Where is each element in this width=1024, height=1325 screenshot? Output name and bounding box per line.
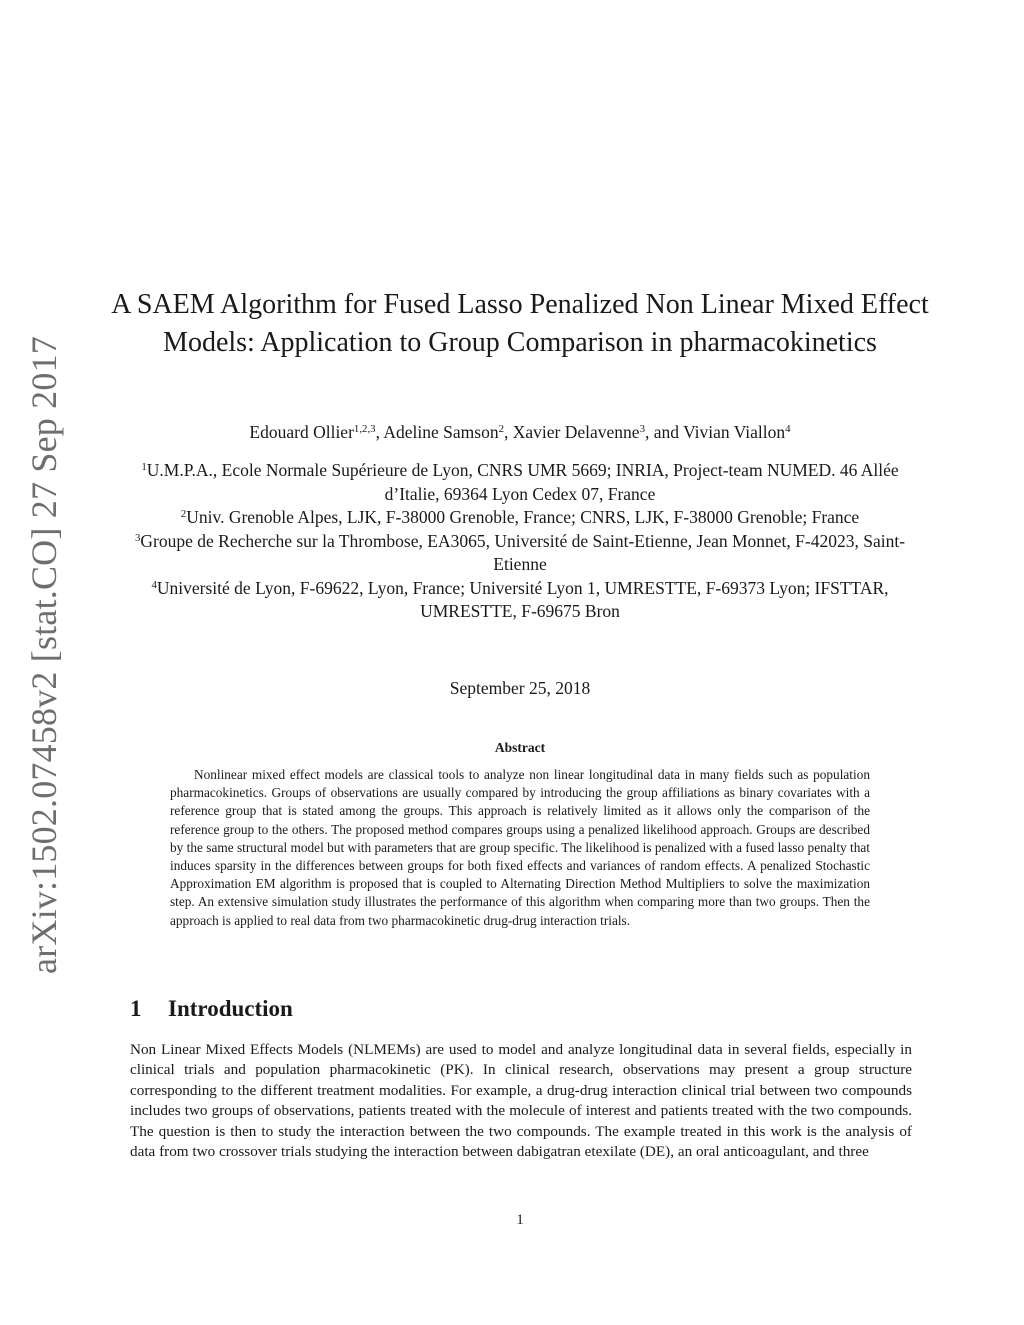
abstract-heading: Abstract xyxy=(494,740,546,755)
affiliation-mark: 4 xyxy=(151,578,157,591)
affiliation-text: Univ. Grenoble Alpes, LJK, F-38000 Grenoble, France; CNRS, LJK, F-38000 Grenoble; France xyxy=(186,507,860,527)
author-affiliation-mark: 1,2,3 xyxy=(353,423,376,436)
section-heading xyxy=(130,996,530,1022)
affiliation xyxy=(130,577,910,624)
section-number: 1 xyxy=(130,996,142,1021)
arxiv-side-stamp xyxy=(4,336,84,974)
affiliation xyxy=(130,459,910,506)
author xyxy=(249,422,383,442)
affiliation-text: Groupe de Recherche sur la Thrombose, EA3065, Université de Saint-Etienne, Jean Monnet, F-42023, Saint-Etienne xyxy=(140,530,906,574)
author-name: Vivian Viallon xyxy=(683,422,786,442)
paper-title: A SAEM Algorithm for Fused Lasso Penalized Non Linear Mixed Effect Models: Application to Group Comparison in pharmacokinetics xyxy=(111,289,929,358)
affiliation-mark: 2 xyxy=(180,508,187,521)
author-separator: , xyxy=(375,422,384,442)
affiliation xyxy=(130,506,910,530)
author-name: Xavier Delavenne xyxy=(512,422,640,442)
affiliation-list xyxy=(130,459,910,624)
author-affiliation-mark: 4 xyxy=(785,423,791,436)
author xyxy=(383,422,512,442)
affiliation-mark: 3 xyxy=(134,531,141,544)
author xyxy=(683,422,791,442)
author-affiliation-mark: 3 xyxy=(639,423,645,436)
affiliation xyxy=(130,530,910,577)
affiliation-text: U.M.P.A., Ecole Normale Supérieure de Lyon, CNRS UMR 5669; INRIA, Project-team NUMED. 46 Allée d’Italie, 69364 Lyon Cedex 07, France xyxy=(146,460,899,504)
introduction-text: Non Linear Mixed Effects Models (NLMEMs) are used to model and analyze longitudinal data in several fields, especially in clinical trials and population pharmacokinetic (PK). In clinical research, observations may present a group structure corresponding to the different treatment modalities. For example, a drug-drug interaction clinical trial between two compounds includes two groups of observations, patients treated with the molecule of interest and patients treated with the two compounds. The question is then to study the interaction between the two compounds. The example treated in this work is the analysis of data from two crossover trials studying the interaction between dabigatran etexilate (DE), an oral anticoagulant, and three xyxy=(130,1041,912,1161)
author-list xyxy=(130,422,910,443)
affiliation-text: Université de Lyon, F-69622, Lyon, France; Université Lyon 1, UMRESTTE, F-69373 Lyon; IFSTTAR, UMRESTTE, F-69675 Bron xyxy=(156,577,889,621)
page-number: 1 xyxy=(516,1212,524,1228)
abstract-text: Nonlinear mixed effect models are classical tools to analyze non linear longitudinal data in many fields such as population pharmacokinetics. Groups of observations are usually compared by introducing the group affiliations as binary covariates with a reference group that is stated among the groups. This approach is relatively limited as it allows only the comparison of the reference group to the others. The proposed method compares groups using a penalized likelihood approach. Groups are described by the same structural model but with parameters that are group specific. The likelihood is penalized with a fused lasso penalty that induces sparsity in the differences between groups for both fixed effects and variances of random effects. A penalized Stochastic Approximation EM algorithm is proposed that is coupled to Alternating Direction Method Multipliers to solve the maximization step. An extensive simulation study illustrates the performance of this algorithm when comparing more than two groups. Then the approach is applied to real data from two pharmacokinetic drug-drug interaction trials. xyxy=(170,767,870,928)
author-name: Adeline Samson xyxy=(383,422,499,442)
arxiv-identifier: arXiv:1502.07458v2 [stat.CO] 27 Sep 2017 xyxy=(24,336,65,974)
author-separator: , xyxy=(504,422,513,442)
author-separator: , and xyxy=(645,422,684,442)
publication-date: September 25, 2018 xyxy=(449,678,591,698)
author-affiliation-mark: 2 xyxy=(498,423,505,436)
author xyxy=(513,422,683,442)
section-title: Introduction xyxy=(168,996,293,1021)
affiliation-mark: 1 xyxy=(141,461,147,474)
author-name: Edouard Ollier xyxy=(249,422,354,442)
